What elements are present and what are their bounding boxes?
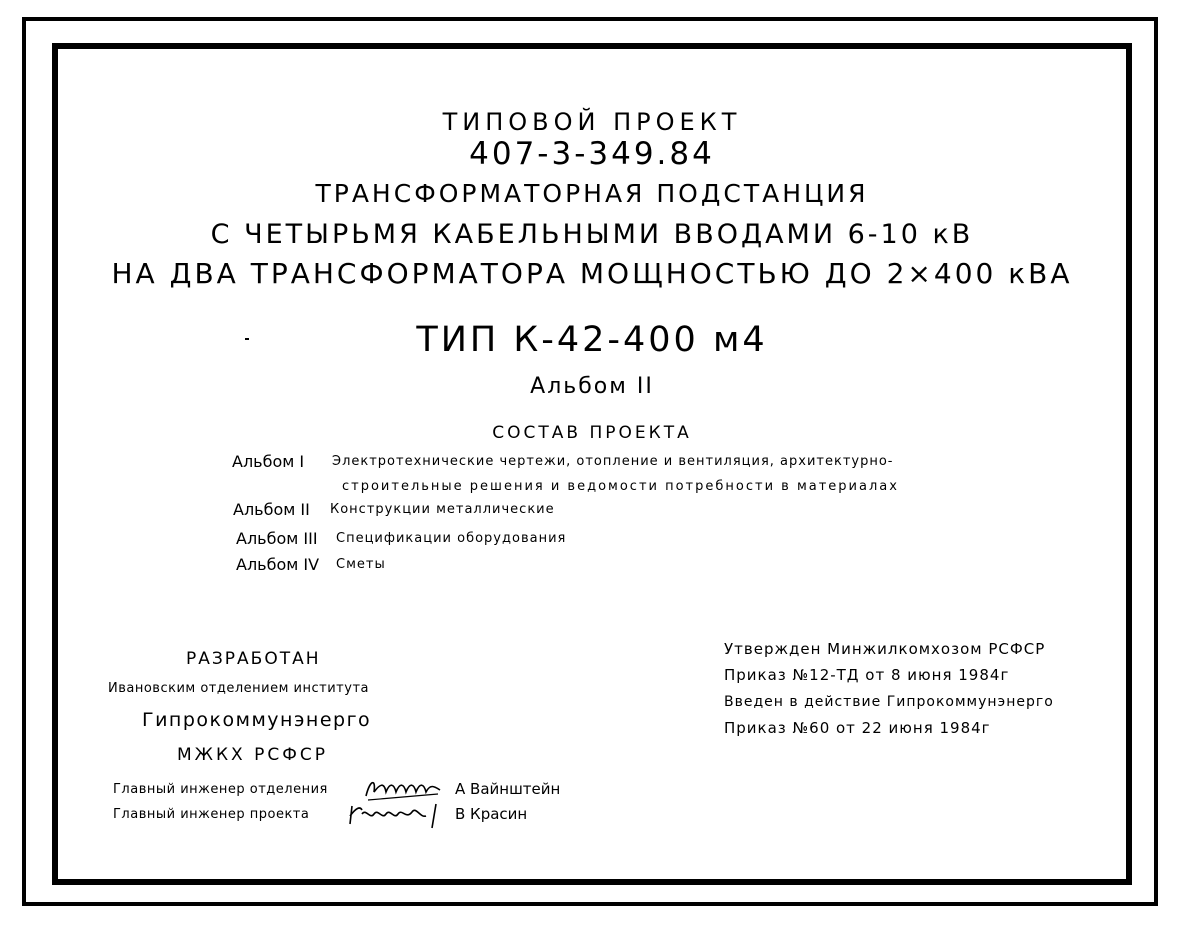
title-line-3: С ЧЕТЫРЬМЯ КАБЕЛЬНЫМИ ВВОДАМИ 6-10 кВ	[210, 219, 974, 250]
signature-2-image	[346, 800, 446, 830]
signature-1-name: А Вайнштейн	[455, 780, 561, 798]
album-4-text: Сметы	[336, 557, 386, 572]
title-line-1: ТИПОВОЙ ПРОЕКТ	[442, 108, 742, 136]
signature-2-role: Главный инженер проекта	[113, 807, 310, 822]
developer-heading: РАЗРАБОТАН	[186, 649, 321, 669]
title-line-2: ТРАНСФОРМАТОРНАЯ ПОДСТАНЦИЯ	[315, 179, 869, 208]
stray-mark	[245, 338, 249, 340]
album-1-text-cont: строительные решения и ведомости потребности в материалах	[342, 479, 899, 494]
composition-heading: СОСТАВ ПРОЕКТА	[492, 423, 692, 443]
album-2-label: Альбом II	[233, 500, 310, 519]
signature-1-role: Главный инженер отделения	[113, 782, 328, 797]
approval-line-3: Введен в действие Гипрокоммунэнерго	[724, 694, 1054, 710]
developer-line-1: Ивановским отделением института	[108, 681, 369, 696]
album-1-label: Альбом I	[232, 452, 305, 471]
substation-type: ТИП К-42-400 м4	[416, 320, 768, 360]
developer-ministry: МЖКХ РСФСР	[177, 745, 328, 765]
album-3-label: Альбом III	[236, 529, 318, 548]
developer-org: Гипрокоммунэнерго	[142, 709, 372, 731]
approval-line-2: Приказ №12-ТД от 8 июня 1984г	[724, 666, 1010, 684]
album-1-text: Электротехнические чертежи, отопление и вентиляция, архитектурно-	[332, 454, 894, 469]
album-number: Альбом II	[530, 374, 654, 399]
album-4-label: Альбом IV	[236, 555, 320, 574]
project-number: 407-3-349.84	[469, 136, 715, 172]
approval-line-1: Утвержден Минжилкомхозом РСФСР	[724, 640, 1046, 658]
album-2-text: Конструкции металлические	[330, 502, 555, 517]
album-3-text: Спецификации оборудования	[336, 531, 567, 546]
title-line-4: НА ДВА ТРАНСФОРМАТОРА МОЩНОСТЬЮ ДО 2×400 кВА	[111, 257, 1073, 290]
approval-line-4: Приказ №60 от 22 июня 1984г	[724, 719, 991, 737]
signature-2-name: В Красин	[455, 805, 528, 823]
